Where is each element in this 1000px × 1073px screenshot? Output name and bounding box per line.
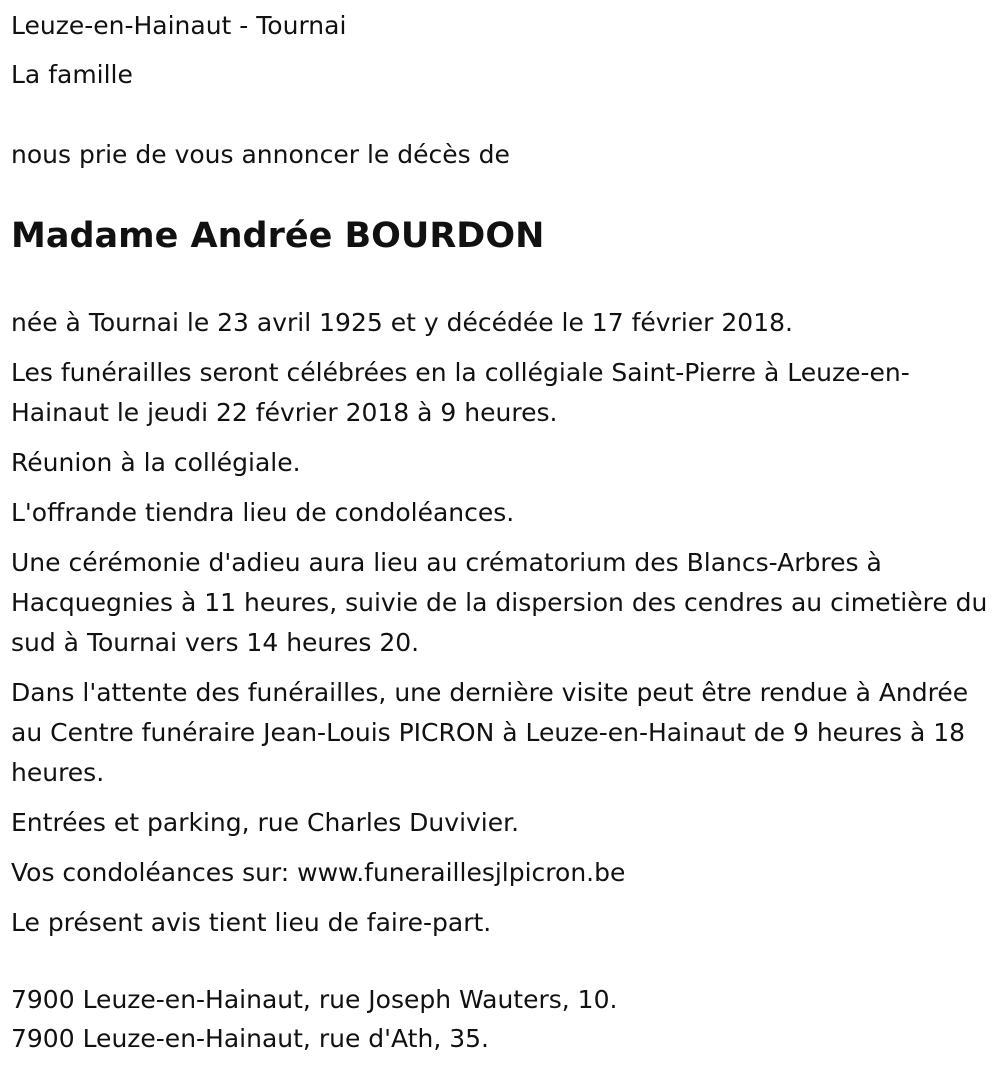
gathering-paragraph: Réunion à la collégiale. bbox=[11, 448, 301, 477]
condolences-paragraph: Vos condoléances sur: www.funeraillesjlpicron.be bbox=[11, 858, 626, 887]
notice-paragraph: Le présent avis tient lieu de faire-part. bbox=[11, 908, 492, 937]
family-line: La famille bbox=[11, 60, 133, 89]
offering-paragraph: L'offrande tiendra lieu de condoléances. bbox=[11, 498, 515, 527]
birth-death-paragraph: née à Tournai le 23 avril 1925 et y décédée le 17 février 2018. bbox=[11, 308, 793, 337]
address-line: 7900 Leuze-en-Hainaut, rue d'Ath, 35. bbox=[11, 1024, 489, 1053]
notice-body bbox=[11, 303, 991, 953]
deceased-name: Madame Andrée BOURDON bbox=[11, 216, 545, 256]
location-header: Leuze-en-Hainaut - Tournai bbox=[11, 11, 347, 40]
ceremony-paragraph: Une cérémonie d'adieu aura lieu au crématorium des Blancs-Arbres à Hacquegnies à 11 heures, suivie de la dispersion des cendres au cimetière du sud à Tournai vers 14 heures 20. bbox=[11, 548, 988, 657]
announcement-line: nous prie de vous annoncer le décès de bbox=[11, 140, 510, 169]
parking-paragraph: Entrées et parking, rue Charles Duvivier. bbox=[11, 808, 520, 837]
funeral-paragraph: Les funérailles seront célébrées en la collégiale Saint-Pierre à Leuze-en-Hainaut le jeudi 22 février 2018 à 9 heures. bbox=[11, 358, 910, 427]
address-line: 7900 Leuze-en-Hainaut, rue Joseph Wauters, 10. bbox=[11, 985, 618, 1014]
visit-paragraph: Dans l'attente des funérailles, une dernière visite peut être rendue à Andrée au Centre funéraire Jean-Louis PICRON à Leuze-en-Hainaut de 9 heures à 18 heures. bbox=[11, 678, 969, 787]
